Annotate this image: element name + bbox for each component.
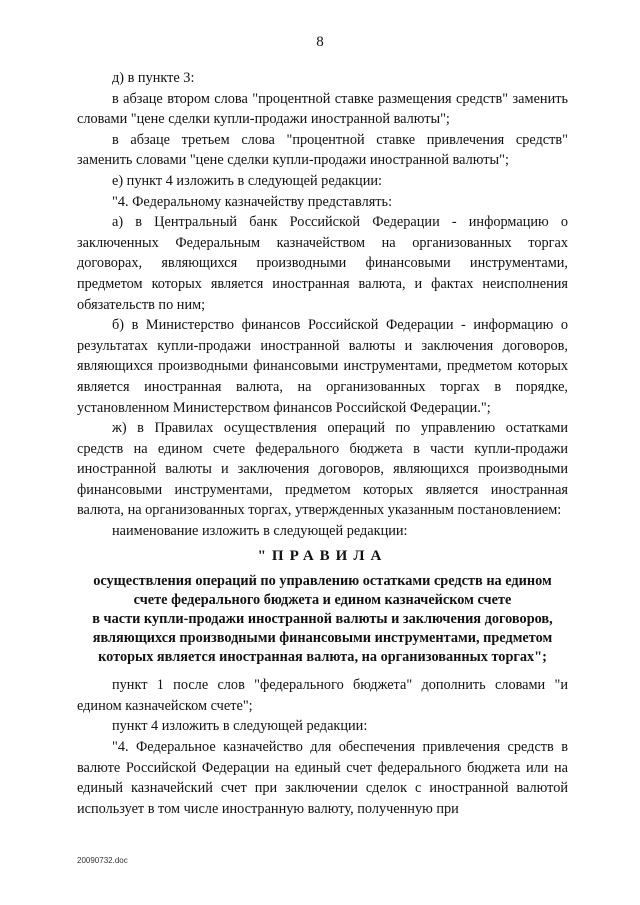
paragraph: д) в пункте 3: bbox=[112, 70, 195, 86]
rules-title-line: осуществления операций по управлению остатками средств на едином bbox=[93, 573, 552, 590]
paragraph: б) в Министерство финансов Российской Федерации - информацию о результатах купли-продажи иностранной валюты и заключения договоров, являющихся производными финансовыми инструментами, предметом которых является иностранная валюта, на организованных торгах в порядке, установленном Министерством финансов Российской Федерации."; bbox=[77, 317, 568, 416]
paragraph: "4. Федеральному казначейству представлять: bbox=[112, 193, 393, 210]
paragraph: пункт 1 после слов "федерального бюджета" дополнить словами "и едином казначейском счете"; bbox=[77, 677, 568, 714]
paragraph: "4. Федеральное казначейство для обеспечения привлечения средств в валюте Российской Федерации на единый счет федерального бюджета или на единый казначейский счет при заключении сделок с иностранной валютой использует в том числе иностранную валюту, полученную при bbox=[77, 739, 568, 817]
paragraph: ж) в Правилах осуществления операций по управлению остатками средств на едином счете федерального бюджета в части купли-продажи иностранной валюты и заключения договоров, являющихся производными финансовыми инструментами, предметом которых является иностранная валюта, на организованных торгах, утвержденных указанным постановлением: bbox=[77, 420, 568, 519]
rules-title-line: в части купли-продажи иностранной валюты и заключения договоров, bbox=[92, 611, 553, 628]
paragraph: пункт 4 изложить в следующей редакции: bbox=[112, 718, 368, 735]
paragraph: а) в Центральный банк Российской Федерации - информацию о заключенных Федеральным казначейством на организованных торгах договорах, являющихся производными финансовыми инструментами, предметом которых является иностранная валюта, и фактах неисполнения обязательств по ним; bbox=[77, 214, 568, 313]
rules-title: "ПРАВИЛА bbox=[257, 547, 388, 564]
file-name-footer: 20090732.doc bbox=[77, 856, 128, 865]
paragraph: е) пункт 4 изложить в следующей редакции: bbox=[112, 172, 382, 189]
paragraph: наименование изложить в следующей редакции: bbox=[112, 523, 408, 540]
paragraph: в абзаце втором слова "процентной ставке размещения средств" заменить словами "цене сделки купли-продажи иностранной валюты"; bbox=[77, 90, 568, 128]
document-body bbox=[77, 68, 568, 819]
rules-title-line: которых является иностранная валюта, на организованных торгах"; bbox=[98, 649, 547, 666]
page-number: 8 bbox=[316, 34, 324, 50]
paragraph: в абзаце третьем слова "процентной ставке привлечения средств" заменить словами "цене сделки купли-продажи иностранной валюты"; bbox=[77, 131, 568, 169]
rules-title-line: счете федерального бюджета и едином казначейском счете bbox=[133, 592, 512, 609]
rules-title-line: являющихся производными финансовыми инструментами, предметом bbox=[92, 630, 553, 647]
